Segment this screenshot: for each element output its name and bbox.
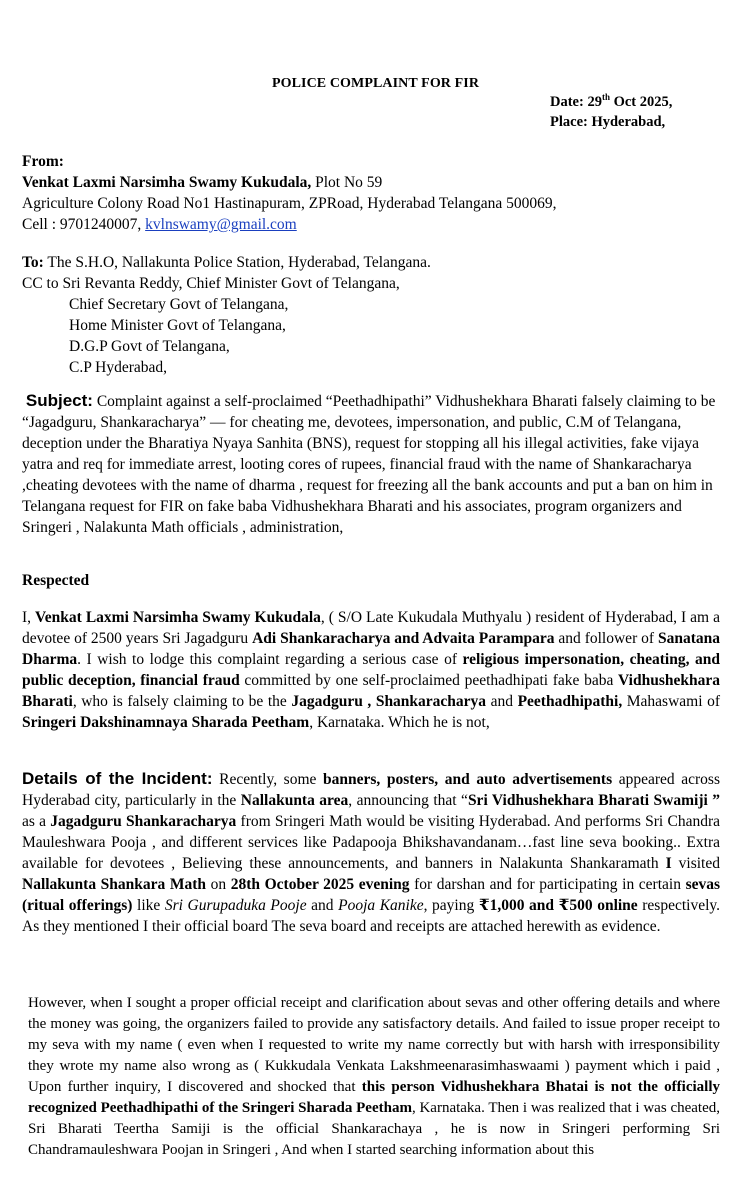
d-bold-5: I — [665, 855, 672, 872]
cc-line-3: Home Minister Govt of Telangana, — [69, 317, 286, 334]
d-text-4: as a — [22, 813, 51, 830]
d-text-2: appeared across Hyderabad city, particularly in the — [22, 771, 720, 809]
place-line: Place: Hyderabad, — [550, 114, 666, 130]
p1-bold-1: Venkat Laxmi Narsimha Swamy Kukudala — [35, 609, 321, 626]
d-text-6: visited — [671, 855, 720, 872]
d-italic-2: Pooja Kanike — [338, 897, 424, 914]
p1-text-4: . I wish to lodge this complaint regarding a serious case of — [77, 651, 463, 668]
p1-bold-6: Jagadguru , Shankaracharya — [291, 693, 487, 710]
sender-address: Agriculture Colony Road No1 Hastinapuram, ZPRoad, Hyderabad Telangana 500069, — [22, 195, 557, 212]
d-text-8: for darshan and for participating in certain — [409, 876, 686, 893]
cc-line-5: C.P Hyderabad, — [69, 359, 168, 376]
sender-cell: Cell : 9701240007, — [22, 216, 146, 233]
p1-text-1: I, — [22, 609, 36, 626]
d-text-10: and — [306, 897, 339, 914]
sender-name: Venkat Laxmi Narsimha Swamy Kukudala, — [22, 174, 312, 191]
p1-text-7: and — [486, 693, 518, 710]
p1-bold-4: religious impersonation, cheating, and public deception, financial fraud — [22, 651, 720, 689]
d-bold-9: ₹1,000 and ₹500 online — [478, 897, 638, 914]
p1-text-5: committed by one self-proclaimed peethadhipati fake baba — [239, 672, 619, 689]
d-bold-3: Sri Vidhushekhara Bharati Swamiji ” — [467, 792, 720, 809]
p1-text-8: Mahaswami of — [622, 693, 720, 710]
d-text-7: on — [206, 876, 231, 893]
from-label: From: — [22, 153, 64, 170]
date-line — [550, 92, 672, 112]
sender-contact-line — [22, 214, 297, 235]
p1-text-9: , Karnataka. Which he is not, — [309, 714, 490, 731]
d-text-1: Recently, some — [212, 771, 324, 788]
from-name-line — [22, 172, 382, 193]
sender-plot: Plot No 59 — [311, 174, 383, 191]
d-bold-2: Nallakunta area — [240, 792, 349, 809]
p3-text-2: , Karnataka. Then i was realized that i was cheated, Sri Bharati Teertha Samiji is the official Shankarachaya , he is now in Sringeri performing Sri Chandramauleshwara Poojan in Sringeri , And when I started searching information about this — [28, 1100, 720, 1158]
d-text-11: , paying — [423, 897, 479, 914]
d-text-9: like — [132, 897, 165, 914]
date-superscript: th — [601, 92, 610, 103]
subject-text: Complaint against a self-proclaimed “Peethadhipathi” Vidhushekhara Bharati falsely claiming to be “Jagadguru, Shankaracharya” — for cheating me, devotees, impersonation, and public, C.M of Telangana, deception under the Bharatiya Nyaya Sanhita (BNS), request for stopping all his illegal activities, fake vijaya yatra and req for immediate arrest, looting cores of rupees, financial fraud with the name of Shankaracharya ,cheating devotees with the name of dharma , request for freezing all the bank accounts and put a ban on him in Telangana request for FIR on fake baba Vidhushekhara Bharati and his associates, program organizers and Sringeri , Nalakunta Math officials , administration, — [22, 393, 716, 536]
intro-paragraph — [22, 607, 720, 733]
d-italic-1: Sri Gurupaduka Pooje — [164, 897, 307, 914]
p1-text-6: , who is falsely claiming to be the — [72, 693, 292, 710]
p3-text-1: However, when I sought a proper official receipt and clarification about sevas and other offering details and where the money was going, the organizers failed to provide any satisfactory details. And failed to issue proper receipt to my seva with my name ( even when I requested to write my name correctly but with harsh with irresponsibility they wrote my name also wrong as ( Kukkudala Venkata Lakshmeenarasimhaswaami ) payment which i paid , Upon further inquiry, I discovered and shocked that — [28, 995, 720, 1095]
d-text-3: , announcing that “ — [348, 792, 468, 809]
details-label: Details of the Incident: — [22, 769, 213, 788]
to-recipient: The S.H.O, Nallakunta Police Station, Hyderabad, Telangana. — [43, 254, 431, 271]
d-bold-1: banners, posters, and auto advertisements — [323, 771, 613, 788]
date-prefix: Date: 29 — [550, 94, 602, 110]
d-text-5: from Sringeri Math would be visiting Hyderabad. And performs Sri Chandra Mauleshwara Pooja , and different services like Padapooja Bhikshavandanam…fast line seva booking.. Extra available for devotees , Believing these announcements, and banners in Nalakunta Shankaramath — [22, 813, 720, 872]
d-bold-6: Nallakunta Shankara Math — [22, 876, 207, 893]
p1-bold-5: Vidhushekhara Bharati — [22, 672, 720, 710]
subject-paragraph — [22, 390, 720, 538]
d-bold-7: 28th October 2025 evening — [230, 876, 410, 893]
to-label: To: — [22, 254, 44, 271]
to-line — [22, 252, 431, 273]
d-bold-4: Jagadguru Shankaracharya — [50, 813, 237, 830]
subject-label: Subject: — [25, 391, 93, 410]
date-suffix: Oct 2025, — [609, 94, 673, 110]
p1-bold-7: Peethadhipathi, — [517, 693, 623, 710]
date-place-block — [550, 92, 672, 132]
cc-line-2: Chief Secretary Govt of Telangana, — [69, 296, 289, 313]
cc-line-4: D.G.P Govt of Telangana, — [69, 338, 230, 355]
p3-bold-1: this person Vidhushekhara Bhatai is not the officially recognized Peethadhipathi of the Sringeri Sharada Peetham — [28, 1079, 720, 1116]
p1-bold-2: Adi Shankaracharya and Advaita Parampara — [252, 630, 555, 647]
cc-line-1: CC to Sri Revanta Reddy, Chief Minister Govt of Telangana, — [22, 275, 400, 292]
further-inquiry-paragraph — [28, 993, 720, 1161]
document-title: POLICE COMPLAINT FOR FIR — [271, 76, 480, 91]
p1-bold-3: Sanatana Dharma — [22, 630, 720, 668]
sender-email-link[interactable]: kvlnswamy@gmail.com — [145, 216, 297, 233]
details-paragraph — [22, 768, 720, 937]
d-text-12: respectively. As they mentioned I their official board The seva board and receipts are attached herewith as evidence. — [22, 897, 721, 935]
p1-bold-8: Sringeri Dakshinamnaya Sharada Peetham — [22, 714, 310, 731]
p1-text-3: and follower of — [554, 630, 658, 647]
salutation: Respected — [22, 572, 90, 589]
d-bold-8: sevas (ritual offerings) — [22, 876, 721, 914]
p1-text-2: , ( S/O Late Kukudala Muthyalu ) resident of Hyderabad, I am a devotee of 2500 years Sri Jagadguru — [22, 609, 720, 647]
